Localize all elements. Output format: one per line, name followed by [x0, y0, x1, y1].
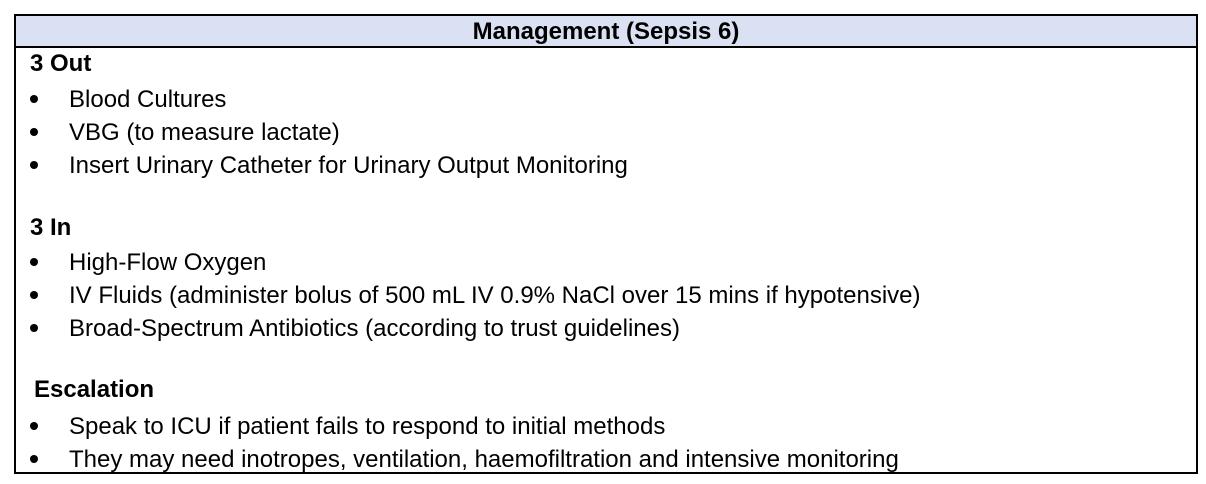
table-header: Management (Sepsis 6): [16, 16, 1196, 48]
list-item-text: Broad-Spectrum Antibiotics (according to trust guidelines): [69, 315, 680, 342]
list-item-text: High-Flow Oxygen: [69, 249, 267, 276]
list-item-text: Insert Urinary Catheter for Urinary Output Monitoring: [69, 152, 628, 179]
section-heading-escalation: Escalation: [34, 376, 155, 403]
list-item-text: VBG (to measure lactate): [69, 119, 340, 146]
table-body: [16, 48, 1196, 472]
list-item-text: IV Fluids (administer bolus of 500 mL IV 0.9% NaCl over 15 mins if hypotensive): [69, 282, 921, 309]
bullet-icon: [30, 455, 38, 463]
section-heading-3-in: 3 In: [30, 214, 72, 241]
bullet-icon: [30, 291, 38, 299]
section-heading-3-out: 3 Out: [30, 50, 92, 77]
list-item-text: Speak to ICU if patient fails to respond to initial methods: [69, 413, 666, 440]
list-item-text: They may need inotropes, ventilation, haemofiltration and intensive monitoring: [69, 446, 899, 473]
bullet-icon: [30, 422, 38, 430]
bullet-icon: [30, 95, 38, 103]
list-item-text: Blood Cultures: [69, 86, 227, 113]
management-table: [14, 14, 1198, 474]
bullet-icon: [30, 161, 38, 169]
bullet-icon: [30, 128, 38, 136]
bullet-icon: [30, 324, 38, 332]
bullet-icon: [30, 258, 38, 266]
